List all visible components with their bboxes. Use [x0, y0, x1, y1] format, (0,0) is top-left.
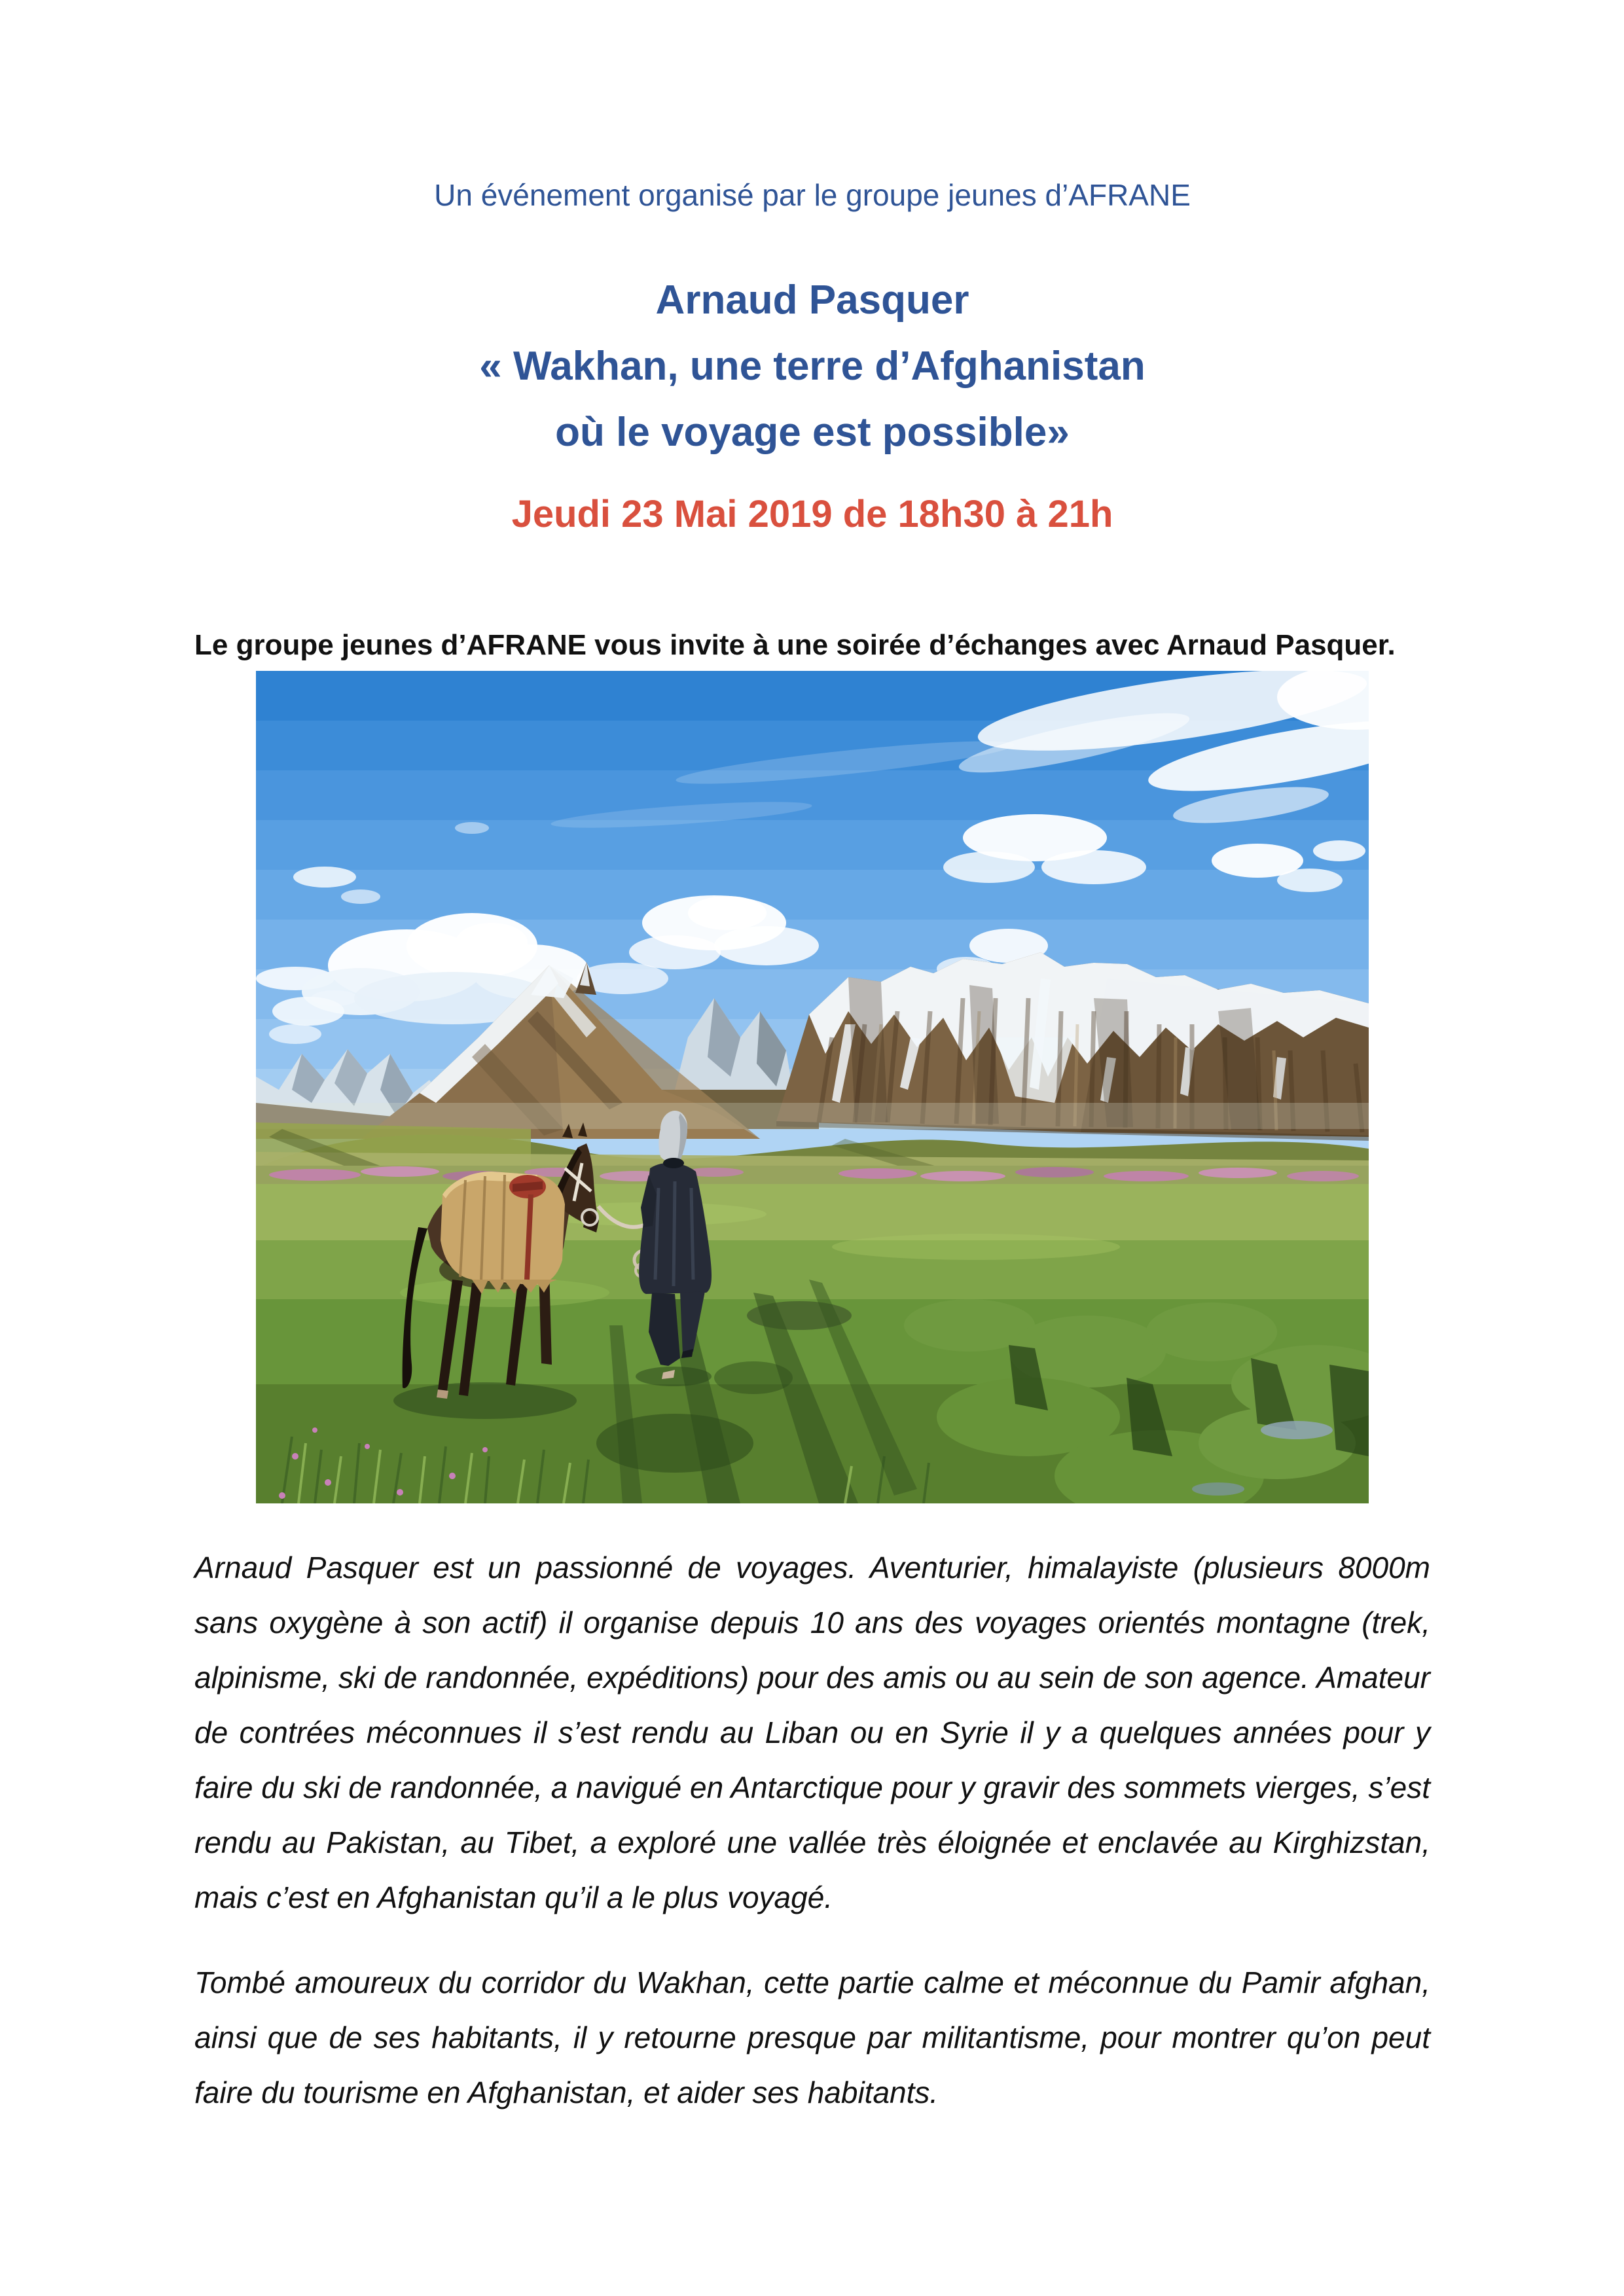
event-datetime: Jeudi 23 Mai 2019 de 18h30 à 21h [511, 493, 1113, 535]
event-title [194, 267, 1430, 465]
title-line-2: où le voyage est possible» [555, 410, 1070, 455]
bio-paragraph-2: Tombé amoureux du corridor du Wakhan, cette partie calme et méconnue du Pamir afghan, ainsi que de ses habitants, il y retourne presque par militantisme, pour montrer qu’on peut faire du tourisme en Afghanistan, et aider ses habitants. [194, 1965, 1430, 2109]
title-line-1: « Wakhan, une terre d’Afghanistan [479, 344, 1146, 389]
bio-paragraph-1: Arnaud Pasquer est un passionné de voyages. Aventurier, himalayiste (plusieurs 8000m sans oxygène à son actif) il organise depuis 10 ans des voyages orientés montagne (trek, alpinisme, ski de randonnée, expéditions) pour des amis ou au sein de son agence. Amateur de contrées méconnues il s’est rendu au Liban ou en Syrie il y a quelques années pour y faire du ski de randonnée, a navigué en Antarctique pour y gravir des sommets vierges, s’est rendu au Pakistan, au Tibet, a exploré une vallée très éloignée et enclavée au Kirghizstan, mais c’est en Afghanistan qu’il a le plus voyagé. [194, 1551, 1430, 1914]
bio-text [194, 1540, 1430, 2120]
speaker-name: Arnaud Pasquer [655, 278, 969, 323]
invitation-line: Le groupe jeunes d’AFRANE vous invite à une soirée d’échanges avec Arnaud Pasquer. [194, 629, 1396, 661]
event-photo [256, 671, 1369, 1503]
event-kicker: Un événement organisé par le groupe jeunes d’AFRANE [434, 178, 1191, 212]
wakhan-landscape-illustration [256, 671, 1369, 1503]
valley-haze [256, 1103, 1369, 1129]
